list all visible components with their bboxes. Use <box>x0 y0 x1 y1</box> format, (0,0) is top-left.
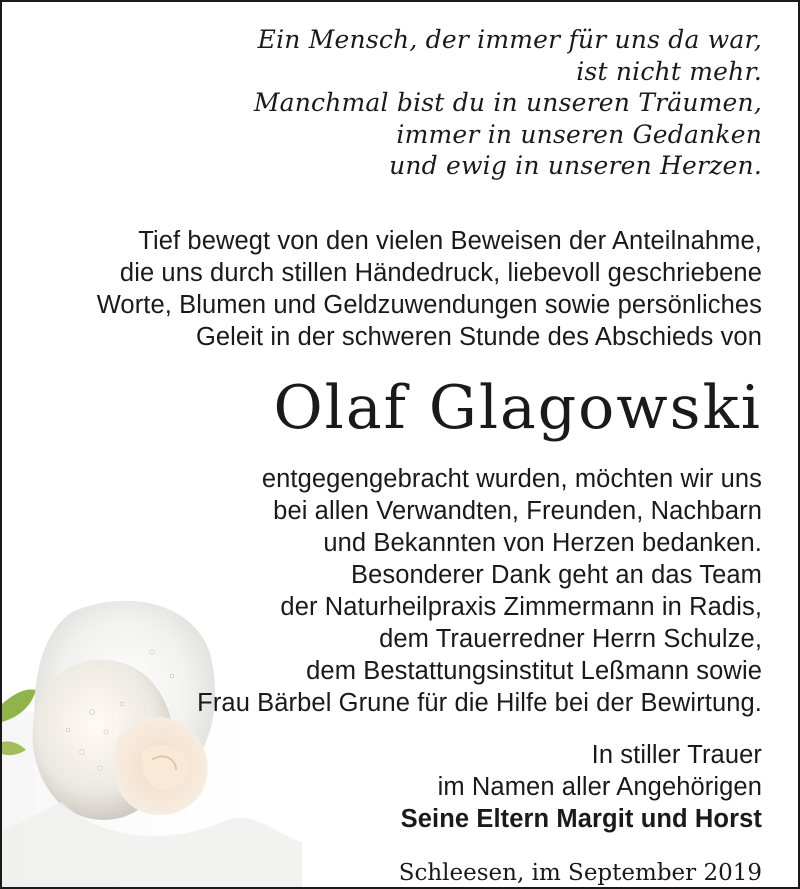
poem-line: Ein Mensch, der immer für uns da war, <box>257 25 762 54</box>
notice-text <box>22 24 762 887</box>
family-signature: Seine Eltern Margit und Horst <box>400 804 762 833</box>
signoff-line: In stiller Trauer <box>591 740 762 769</box>
signoff-line: im Namen aller Angehörigen <box>437 772 762 801</box>
thanks-paragraph <box>22 463 762 719</box>
thanks-line: bei allen Verwandten, Freunden, Nachbarn <box>273 496 762 525</box>
thanks-line: dem Bestattungsinstitut Leßmann sowie <box>306 656 762 685</box>
poem-line: und ewig in unseren Herzen. <box>389 151 762 180</box>
intro-line: Worte, Blumen und Geldzuwendungen sowie persönliches <box>96 290 762 319</box>
intro-paragraph <box>22 225 762 353</box>
poem-line: ist nicht mehr. <box>576 56 762 86</box>
thanks-line: dem Trauerredner Herrn Schulze, <box>379 624 762 653</box>
poem <box>22 24 762 182</box>
thanks-line: entgegengebracht wurden, möchten wir uns <box>261 464 762 493</box>
signoff <box>22 739 762 835</box>
deceased-name: Olaf Glagowski <box>273 372 762 443</box>
intro-line: Tief bewegt von den vielen Beweisen der Anteilnahme, <box>138 226 762 255</box>
poem-line: Manchmal bist du in unseren Träumen, <box>253 88 762 117</box>
intro-line: Geleit in der schweren Stunde des Abschieds von <box>195 322 762 351</box>
thanks-line: Besonderer Dank geht an das Team <box>351 560 762 589</box>
thanks-line: und Bekannten von Herzen bedanken. <box>323 528 762 557</box>
place-date: Schleesen, im September 2019 <box>398 859 762 886</box>
intro-line: die uns durch stillen Händedruck, liebevoll geschriebene <box>119 258 762 287</box>
thanks-line: Frau Bärbel Grune für die Hilfe bei der Bewirtung. <box>197 688 762 717</box>
thanks-line: der Naturheilpraxis Zimmermann in Radis, <box>280 592 762 621</box>
poem-line: immer in unseren Gedanken <box>396 119 762 149</box>
